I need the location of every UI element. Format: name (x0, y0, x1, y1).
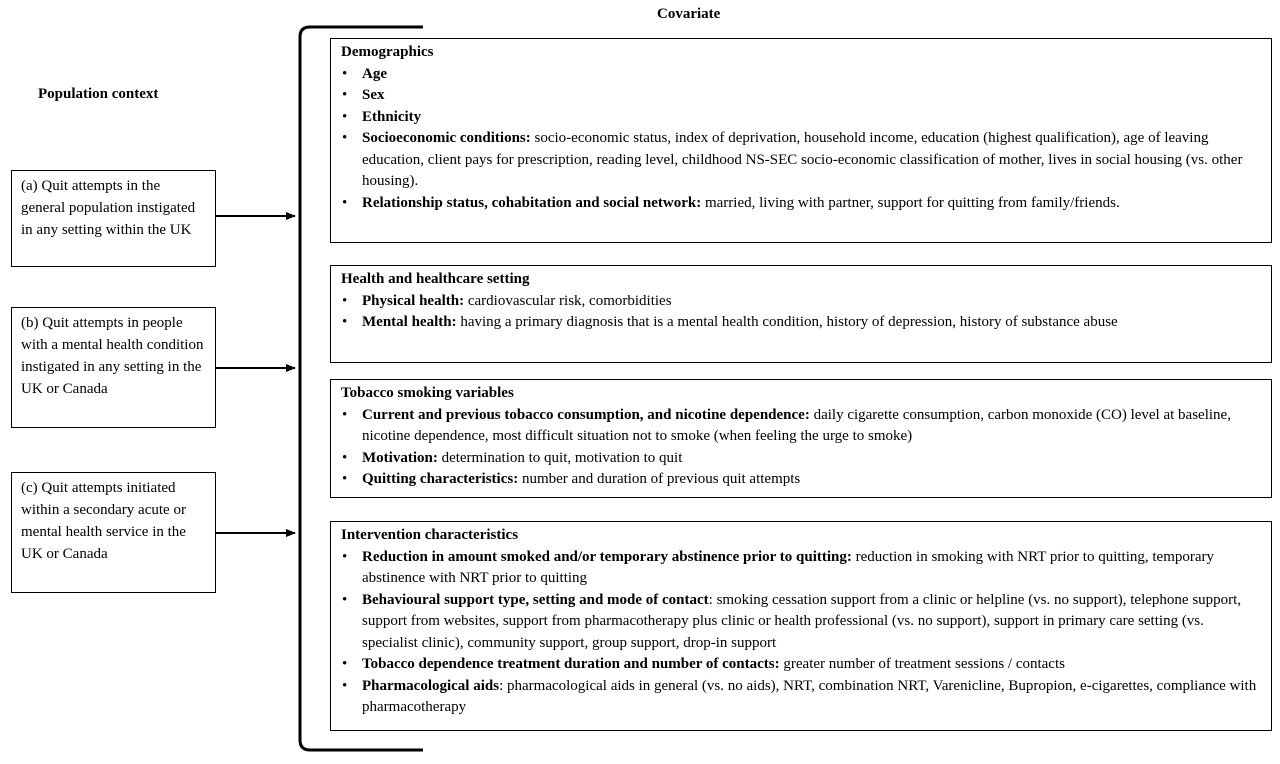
item-text: determination to quit, motivation to quit (437, 449, 683, 466)
population-context-heading: Population context (38, 86, 159, 102)
item-label: Socioeconomic conditions: (362, 130, 531, 146)
item-text: reduction in smoking with NRT prior to quitting, temporary abstinence with NRT prior to quitting (362, 548, 1215, 586)
item-text: cardiovascular risk, comorbidities (464, 292, 672, 309)
covariate-box-intervention (330, 521, 1272, 731)
item-label: Relationship status, cohabitation and social network: (362, 194, 702, 211)
covariate-title: Intervention characteristics (341, 527, 519, 543)
item-label: Age (362, 65, 387, 82)
covariate-item-socioeconomic (341, 128, 1261, 193)
covariate-item-consumption (341, 405, 1261, 448)
covariate-item-treatment-duration (341, 654, 1261, 676)
covariate-heading: Covariate (657, 6, 721, 22)
covariate-title: Health and healthcare setting (341, 271, 530, 287)
covariate-item-motivation (341, 448, 1261, 470)
covariate-title: Demographics (341, 44, 434, 60)
context-box-a: (a) Quit attempts in the general population instigated in any setting within the UK (11, 170, 216, 267)
covariate-item-pharmacological (341, 676, 1261, 719)
context-box-c: (c) Quit attempts initiated within a secondary acute or mental health service in the UK or Canada (11, 472, 216, 593)
item-text: married, living with partner, support for quitting from family/friends. (701, 194, 1120, 211)
covariate-item-physical-health (341, 291, 1261, 313)
covariate-item-behavioural-support (341, 590, 1261, 655)
item-text: socio-economic status, index of deprivation, household income, education (highest qualification), age of leaving education, client pays for prescription, reading level, childhood NS-SEC socio-economic classification of mother, lives in social housing (vs. other housing). (362, 130, 1243, 189)
item-label: Behavioural support type, setting and mode of contact (362, 591, 709, 608)
covariate-title: Tobacco smoking variables (341, 385, 514, 401)
item-text: having a primary diagnosis that is a mental health condition, history of depression, history of substance abuse (456, 314, 1118, 330)
item-label: Physical health: (362, 292, 465, 309)
item-label: Sex (362, 87, 385, 103)
covariate-box-tobacco (330, 379, 1272, 498)
covariate-item-ethnicity (341, 107, 1261, 129)
covariate-item-reduction (341, 547, 1261, 590)
item-label: Tobacco dependence treatment duration and number of contacts: (362, 656, 780, 672)
item-text: daily cigarette consumption, carbon monoxide (CO) level at baseline, nicotine dependence, most difficult situation not to smoke (when feeling the urge to smoke) (362, 406, 1231, 444)
item-label: Reduction in amount smoked and/or temporary abstinence prior to quitting: (362, 548, 852, 565)
item-label: Quitting characteristics: (362, 471, 519, 487)
covariate-box-health (330, 265, 1272, 363)
covariate-item-age (341, 64, 1261, 86)
item-label: Motivation: (362, 449, 438, 466)
item-text: : pharmacological aids in general (vs. no aids), NRT, combination NRT, Varenicline, Bupropion, e-cigarettes, compliance with pharmacotherapy (362, 677, 1257, 715)
item-text: number and duration of previous quit attempts (518, 471, 801, 487)
item-text: : smoking cessation support from a clinic or helpline (vs. no support), telephone support, support from websites, support from pharmacotherapy plus clinic or health professional (vs. no support), support in primary care setting (vs. specialist clinic), community support, group support, drop-in support (362, 591, 1242, 651)
covariate-item-mental-health (341, 312, 1261, 334)
item-label: Pharmacological aids (362, 677, 500, 694)
item-label: Ethnicity (362, 108, 422, 125)
item-text: greater number of treatment sessions / contacts (779, 656, 1065, 672)
covariate-item-quitting (341, 469, 1261, 491)
covariate-item-relationship (341, 193, 1261, 215)
item-label: Current and previous tobacco consumption, and nicotine dependence: (362, 406, 810, 423)
covariate-item-sex (341, 85, 1261, 107)
item-label: Mental health: (362, 314, 457, 330)
context-box-b: (b) Quit attempts in people with a mental health condition instigated in any setting in the UK or Canada (11, 307, 216, 428)
covariate-box-demographics (330, 38, 1272, 243)
